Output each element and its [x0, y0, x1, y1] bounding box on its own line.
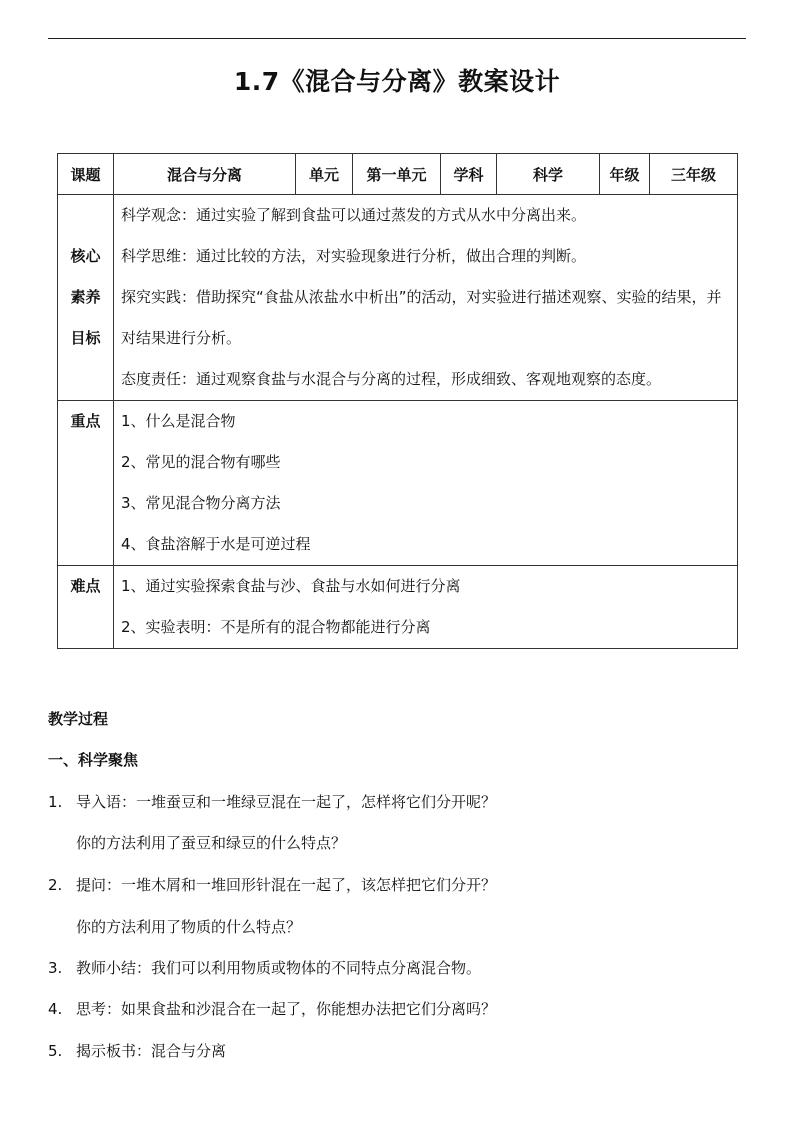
process-step: [48, 791, 496, 812]
step-text: 思考：如果食盐和沙混合在一起了，你能想办法把它们分离吗？: [76, 1000, 497, 1018]
key-point-item: 4、食盐溶解于水是可逆过程: [121, 535, 311, 553]
unit-label: 单元: [296, 154, 353, 195]
step-number: 4.: [48, 1000, 63, 1018]
step-subtext: 你的方法利用了物质的什么特点？: [76, 918, 302, 936]
process-step: [48, 874, 496, 895]
section-heading: 一、科学聚焦: [48, 751, 139, 769]
process-step: [48, 998, 496, 1019]
step-text: 提问：一堆木屑和一堆回形针混在一起了，该怎样把它们分开？: [76, 876, 497, 894]
subject-label: 学科: [441, 154, 497, 195]
goal-item: 科学观念：通过实验了解到食盐可以通过蒸发的方式从水中分离出来。: [121, 206, 587, 224]
goal-item: 科学思维：通过比较的方法，对实验现象进行分析，做出合理的判断。: [121, 247, 587, 265]
key-points-label: 重点: [58, 401, 114, 566]
step-number: 2.: [48, 876, 63, 894]
difficulty-item: 2、实验表明：不是所有的混合物都能进行分离: [121, 618, 431, 636]
header-row: [58, 154, 738, 195]
difficulties-content: [114, 566, 738, 649]
top-rule: [48, 38, 746, 39]
goal-item: 探究实践：借助探究“食盐从浓盐水中析出”的活动，对实验进行描述观察、实验的结果，并对结果进行分析。: [121, 288, 722, 347]
key-points-row: [58, 401, 738, 566]
subject-value: 科学: [497, 154, 600, 195]
page-title: 1.7《混合与分离》教案设计: [233, 67, 561, 96]
core-goals-row: [58, 195, 738, 401]
difficulties-row: [58, 566, 738, 649]
step-subtext: 你的方法利用了蚕豆和绿豆的什么特点？: [76, 834, 347, 852]
step-text: 导入语：一堆蚕豆和一堆绿豆混在一起了，怎样将它们分开呢？: [76, 793, 497, 811]
process-step: [48, 957, 481, 978]
unit-value: 第一单元: [353, 154, 441, 195]
step-number: 3.: [48, 959, 63, 977]
topic-value: 混合与分离: [114, 154, 296, 195]
topic-label: 课题: [58, 154, 114, 195]
core-goals-content: [114, 195, 738, 401]
step-number: 1.: [48, 793, 63, 811]
key-point-item: 2、常见的混合物有哪些: [121, 453, 281, 471]
grade-value: 三年级: [650, 154, 738, 195]
difficulties-label: 难点: [58, 566, 114, 649]
key-point-item: 3、常见混合物分离方法: [121, 494, 281, 512]
grade-label: 年级: [600, 154, 650, 195]
core-goals-label: 核心 素养 目标: [58, 195, 114, 401]
key-point-item: 1、什么是混合物: [121, 412, 236, 430]
process-step: [48, 1040, 226, 1061]
process-heading: 教学过程: [48, 710, 109, 728]
key-points-content: [114, 401, 738, 566]
step-text: 教师小结：我们可以利用物质或物体的不同特点分离混合物。: [76, 959, 482, 977]
step-number: 5.: [48, 1042, 63, 1060]
difficulty-item: 1、通过实验探索食盐与沙、食盐与水如何进行分离: [121, 577, 461, 595]
step-text: 揭示板书：混合与分离: [76, 1042, 227, 1060]
lesson-plan-table: [57, 153, 738, 649]
goal-item: 态度责任：通过观察食盐与水混合与分离的过程，形成细致、客观地观察的态度。: [121, 370, 662, 388]
